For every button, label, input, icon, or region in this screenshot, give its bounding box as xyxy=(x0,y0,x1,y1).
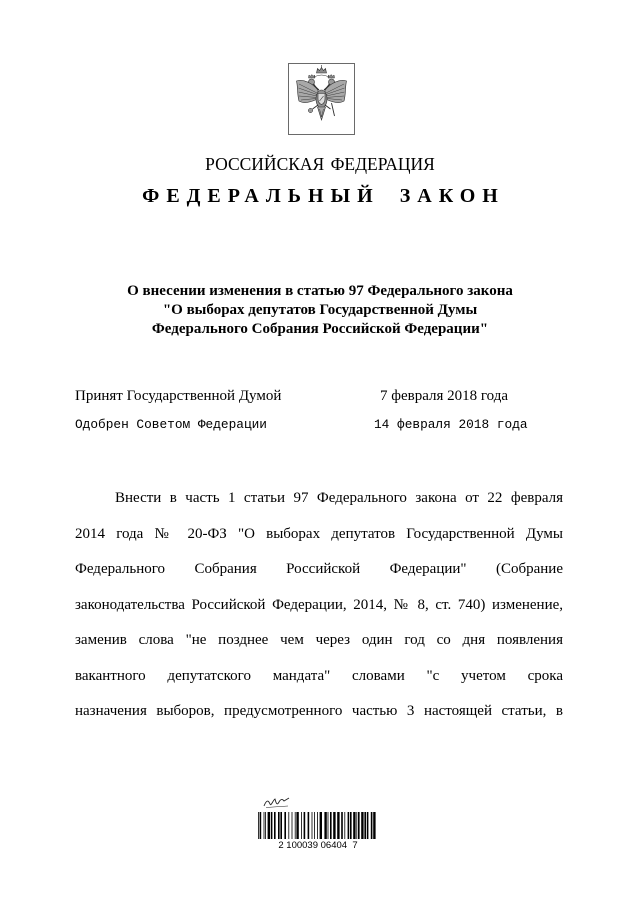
barcode-bar xyxy=(284,812,286,839)
barcode-bar xyxy=(258,812,259,839)
barcode-bar xyxy=(280,812,282,839)
body-line: назначения выборов, предусмотренного частью 3 настоящей статьи, в xyxy=(75,703,563,719)
barcode-bar xyxy=(295,812,296,839)
body-line: 2014 года № 20-ФЗ "О выборах депутатов Государственной Думы xyxy=(75,525,563,542)
barcode-bar xyxy=(260,812,262,839)
barcode-bar xyxy=(308,812,310,839)
barcode-bar xyxy=(301,812,302,839)
duma-adoption-label: Принят Государственной Думой xyxy=(75,388,282,404)
barcode-bar xyxy=(373,812,375,839)
barcode-bar xyxy=(271,812,273,839)
barcode-icon xyxy=(258,812,378,839)
barcode-bar xyxy=(317,812,318,839)
body-line: Внести в часть 1 статьи 97 Федерального закона от 22 февраля xyxy=(115,490,563,506)
barcode-bar xyxy=(264,812,265,839)
barcode-bar xyxy=(328,812,329,839)
law-title xyxy=(0,282,640,339)
barcode-bar xyxy=(344,812,345,839)
duma-adoption-date: 7 февраля 2018 года xyxy=(380,388,509,404)
body-line: законодательства Российской Федерации, 2014, № 8, ст. 740) изменение, xyxy=(75,596,563,613)
barcode-bar xyxy=(330,812,332,839)
law-title-line: Федерального Собрания Российской Федерации" xyxy=(151,321,489,337)
barcode-number: 2 100039 06404 7 xyxy=(278,840,358,851)
barcode-bar xyxy=(278,812,280,839)
barcode-bar xyxy=(312,812,313,839)
law-body-paragraph xyxy=(75,481,563,730)
barcode-bar xyxy=(356,812,357,839)
barcode-bar xyxy=(364,812,366,839)
barcode-bar xyxy=(353,812,355,839)
barcode-bar xyxy=(268,812,270,839)
barcode-bar xyxy=(324,812,326,839)
barcode-bar xyxy=(361,812,363,839)
barcode-bar xyxy=(292,812,293,839)
barcode-bar xyxy=(337,812,339,839)
russian-coat-of-arms-icon xyxy=(288,63,355,135)
barcode-bar xyxy=(314,812,315,839)
law-title-line: О внесении изменения в статью 97 Федерального закона xyxy=(127,283,513,299)
barcode-bar xyxy=(265,812,266,839)
body-line: Федерального Собрания Российской Федерации" (Собрание xyxy=(75,561,563,577)
barcode-bar xyxy=(274,812,276,839)
barcode-bar xyxy=(371,812,373,839)
barcode-bar xyxy=(288,812,289,839)
document-type: ФЕДЕРАЛЬНЫЙ ЗАКОН xyxy=(142,185,505,207)
barcode-bar xyxy=(304,812,306,839)
barcode-bar xyxy=(350,812,352,839)
barcode-bar xyxy=(296,812,298,839)
council-approval-date: 14 февраля 2018 года xyxy=(374,417,528,432)
barcode-bar xyxy=(367,812,369,839)
council-approval-label: Одобрен Советом Федерации xyxy=(75,417,267,432)
registration-mark-icon xyxy=(262,795,292,809)
barcode-bar xyxy=(348,812,350,839)
barcode-bar xyxy=(341,812,343,839)
body-line: заменив слова "не позднее чем через один год со дня появления xyxy=(75,632,563,648)
country-name: РОССИЙСКАЯ ФЕДЕРАЦИЯ xyxy=(205,154,435,174)
law-title-line: "О выборах депутатов Государственной Думы xyxy=(162,302,478,318)
barcode-bar xyxy=(320,812,322,839)
barcode-bar xyxy=(333,812,335,839)
barcode-bar xyxy=(358,812,360,839)
body-line: вакантного депутатского мандата" словами "с учетом срока xyxy=(75,667,563,684)
